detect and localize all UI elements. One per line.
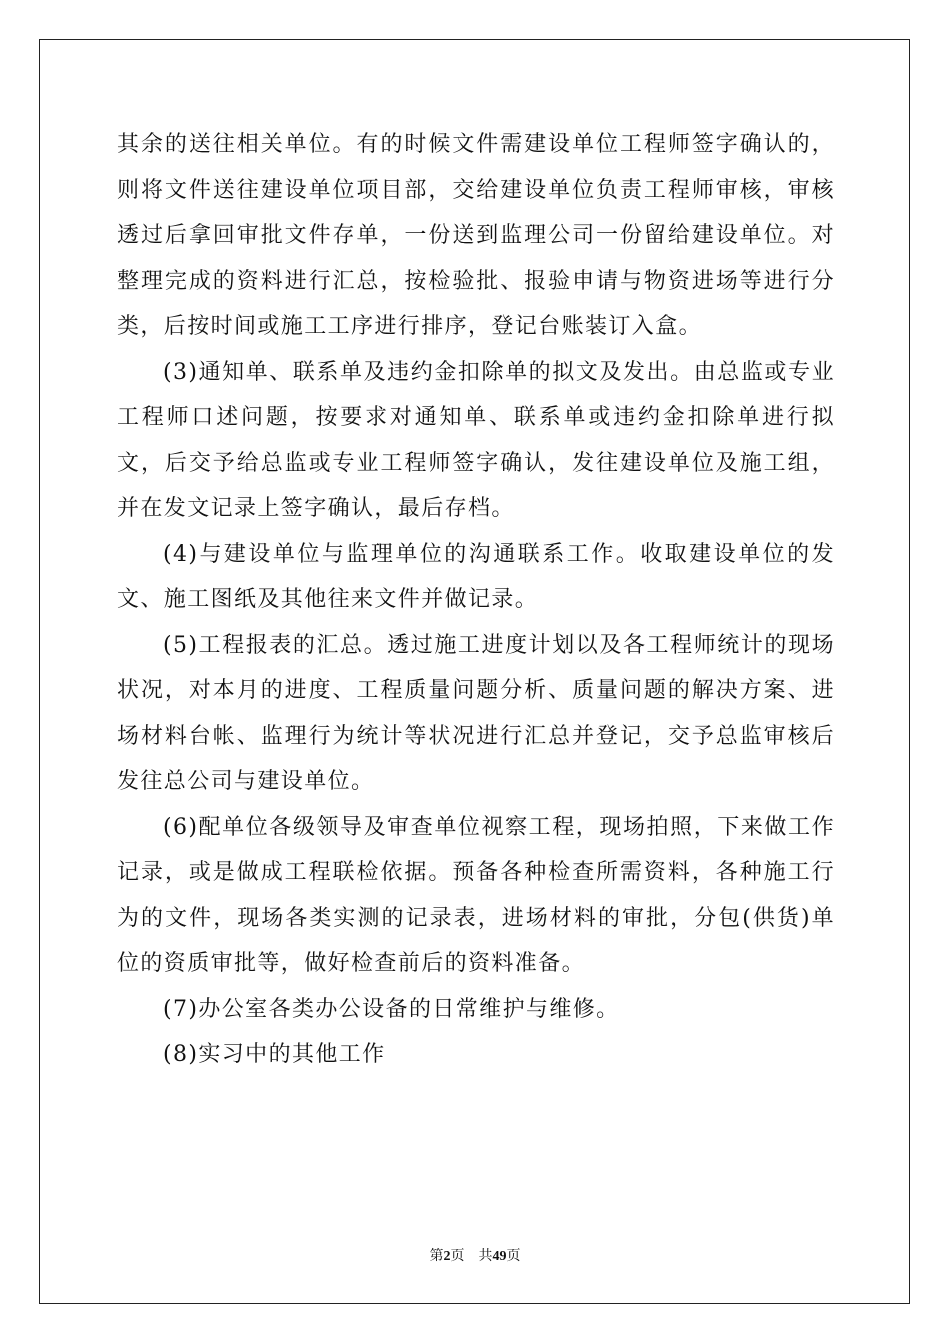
footer-page-suffix: 页 [450,1248,465,1264]
paragraph-continuation: 其余的送往相关单位。有的时候文件需建设单位工程师签字确认的，则将文件送往建设单位项目部，交给建设单位负责工程师审核，审核透过后拿回审批文件存单，一份送到监理公司一份留给建设单位。对整理完成的资料进行汇总，按检验批、报验申请与物资进场等进行分类，后按时间或施工工序进行排序，登记台账装订入盒。 [117,132,835,339]
footer-current-page: 2 [443,1249,451,1264]
paragraph-item-5: (5)工程报表的汇总。透过施工进度计划以及各工程师统计的现场状况，对本月的进度、工程质量问题分析、质量问题的解决方案、进场材料台帐、监理行为统计等状况进行汇总并登记，交予总监审核后发往总公司与建设单位。 [117,632,835,794]
footer-total-suffix: 页 [506,1248,521,1264]
paragraph-item-3: (3)通知单、联系单及违约金扣除单的拟文及发出。由总监或专业工程师口述问题，按要求对通知单、联系单或违约金扣除单进行拟文，后交予给总监或专业工程师签字确认，发往建设单位及施工组，并在发文记录上签字确认，最后存档。 [117,359,835,521]
footer-page-prefix: 第 [429,1248,444,1264]
footer-total-prefix: 共 [478,1248,493,1264]
paragraph-item-4: (4)与建设单位与监理单位的沟通联系工作。收取建设单位的发文、施工图纸及其他往来文件并做记录。 [117,541,835,612]
page-footer [0,1247,950,1266]
document-body [117,122,835,1078]
paragraph-item-7: (7)办公室各类办公设备的日常维护与维修。 [163,996,620,1022]
footer-total-pages: 49 [492,1249,507,1264]
paragraph-item-6: (6)配单位各级领导及审查单位视察工程，现场拍照，下来做工作记录，或是做成工程联检依据。预备各种检查所需资料，各种施工行为的文件，现场各类实测的记录表，进场材料的审批，分包(供货)单位的资质审批等，做好检查前后的资料准备。 [117,814,835,976]
paragraph-item-8: (8)实习中的其他工作 [163,1042,386,1067]
